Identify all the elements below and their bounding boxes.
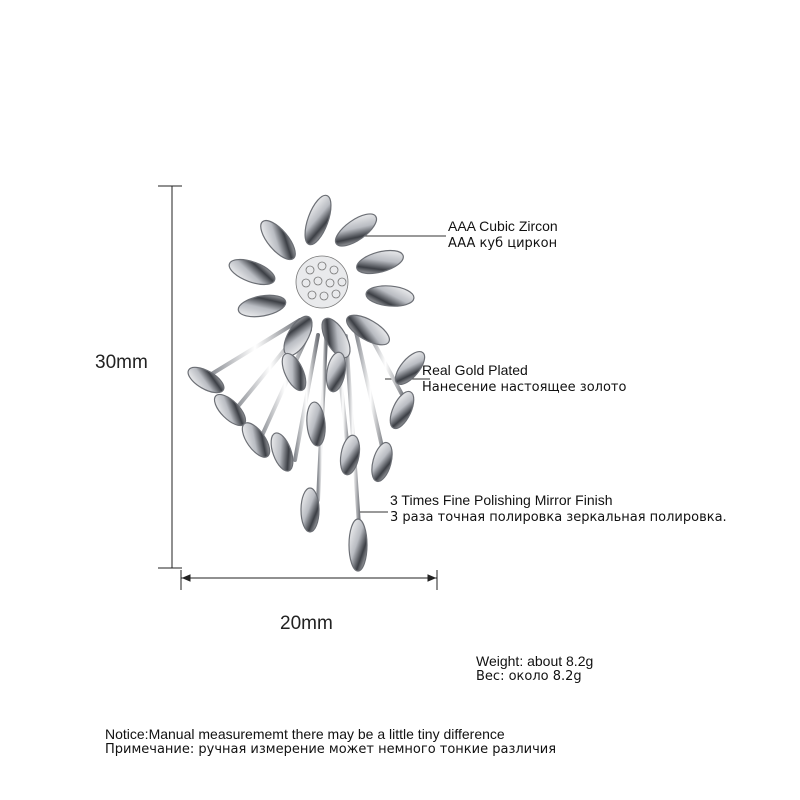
- notice: [105, 726, 556, 758]
- polish-callout-ru: 3 раза точная полировка зеркальная полировка.: [390, 510, 727, 525]
- notice-ru: Примечание: ручная измерение может немного тонкие различия: [105, 742, 557, 757]
- width-label: 20mm: [280, 613, 333, 634]
- polish-callout-en: 3 Times Fine Polishing Mirror Finish: [390, 492, 613, 508]
- gold-callout-ru: Нанесение настоящее золото: [422, 380, 627, 395]
- zircon-callout-ru: AAA куб циркон: [448, 236, 558, 251]
- zircon-callout-en: AAA Cubic Zircon: [448, 218, 558, 234]
- weight-ru: Вес: около 8.2g: [476, 669, 582, 684]
- weight-info: [476, 653, 593, 685]
- width-dimension-line: [181, 570, 437, 590]
- weight-en: Weight: about 8.2g: [476, 653, 594, 669]
- pave-center: [296, 256, 348, 308]
- height-dimension-line: [158, 186, 182, 568]
- notice-en: Notice:Manual measurememt there may be a little tiny difference: [105, 726, 505, 742]
- zircon-callout: [448, 218, 558, 252]
- polish-callout: [390, 492, 727, 526]
- gold-callout-en: Real Gold Plated: [422, 362, 528, 378]
- gold-callout: [422, 362, 626, 396]
- height-label: 30mm: [95, 352, 148, 373]
